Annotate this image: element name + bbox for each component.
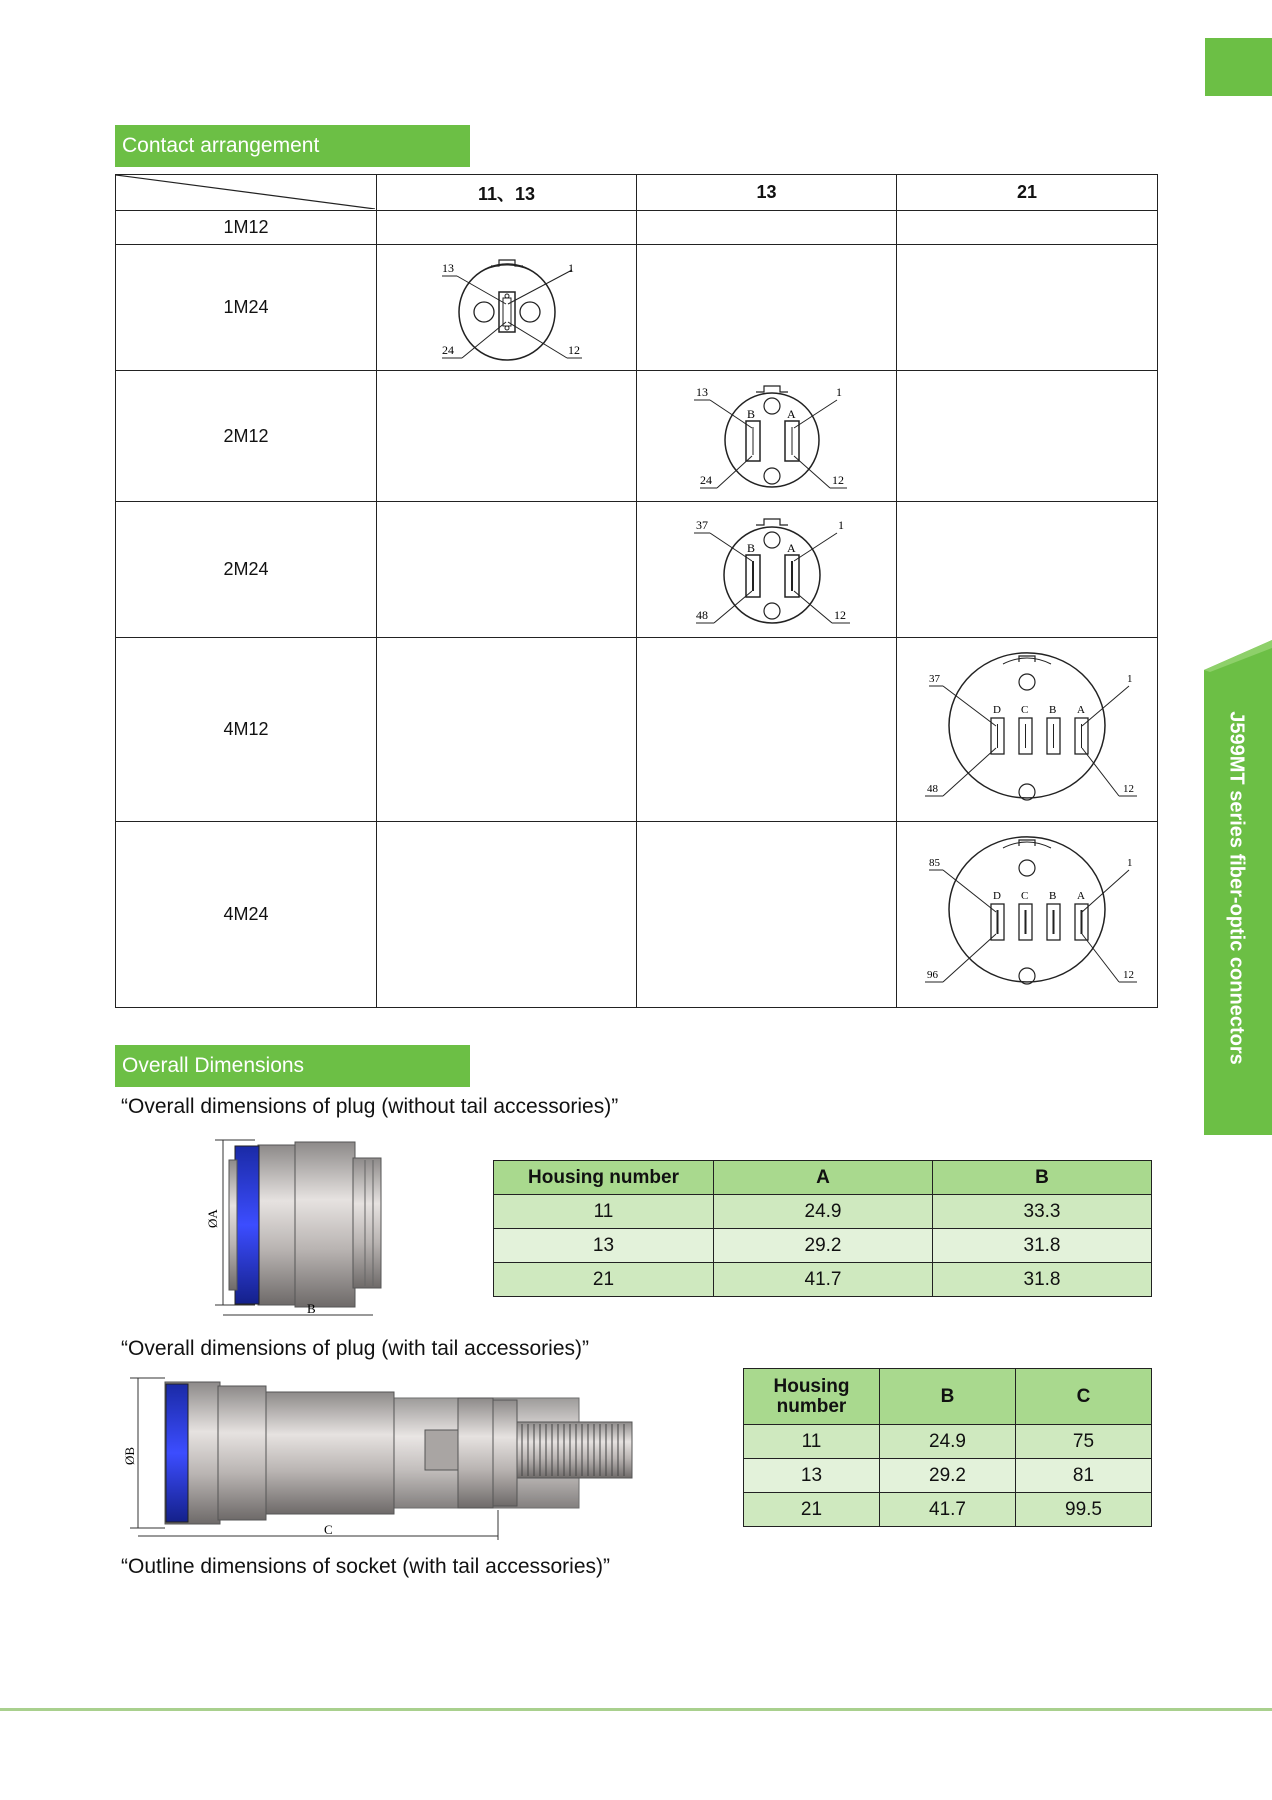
table-row <box>116 502 1158 638</box>
row-label: 2M24 <box>116 502 377 638</box>
dimension-label: C <box>324 1522 333 1537</box>
pin-label: 48 <box>927 782 938 795</box>
plug-with-tail-drawing <box>120 1370 640 1545</box>
ferrule-label: D <box>993 889 1001 902</box>
dimension-label: B <box>307 1301 316 1316</box>
plug-with-tail-table <box>743 1368 1152 1527</box>
table-row <box>116 638 1158 822</box>
column-header: C <box>1016 1369 1152 1425</box>
pin-label: 13 <box>441 260 454 275</box>
pin-label: 48 <box>695 607 708 622</box>
pin-label: 12 <box>1123 968 1134 981</box>
contact-diagram-2m24 <box>637 502 897 638</box>
ferrule-label: A <box>1077 889 1085 902</box>
cell: 21 <box>494 1263 714 1297</box>
cell: 24.9 <box>714 1195 933 1229</box>
table-row <box>744 1459 1152 1493</box>
page-corner-tab <box>1205 38 1272 96</box>
cell: 75 <box>1016 1425 1152 1459</box>
ferrule-label: A <box>786 407 796 421</box>
contact-arrangement-header: Contact arrangement <box>115 125 470 167</box>
column-header: 13 <box>637 175 897 211</box>
side-tab-label: J599MT series fiber-optic connectors <box>1225 711 1248 1065</box>
column-header: 11、13 <box>377 175 637 211</box>
pin-label: 1 <box>567 260 574 275</box>
ferrule-label: A <box>786 540 796 555</box>
plug-no-tail-caption: “Overall dimensions of plug (without tail accessories)” <box>121 1095 619 1118</box>
cell: 99.5 <box>1016 1493 1152 1527</box>
plug-no-tail-table <box>493 1160 1152 1297</box>
ferrule-label: C <box>1021 889 1029 902</box>
socket-with-tail-caption: “Outline dimensions of socket (with tail accessories)” <box>121 1555 611 1578</box>
contact-diagram-1m24 <box>377 245 637 371</box>
pin-label: 37 <box>929 672 940 685</box>
ferrule-label: B <box>1049 889 1057 902</box>
cell: 33.3 <box>933 1195 1152 1229</box>
pin-label: 85 <box>929 856 940 869</box>
column-header: A <box>714 1161 933 1195</box>
pin-label: 1 <box>835 385 842 399</box>
column-header: 21 <box>897 175 1158 211</box>
pin-label: 24 <box>441 342 454 357</box>
cell: 13 <box>494 1229 714 1263</box>
column-header: B <box>933 1161 1152 1195</box>
ferrule-label: B <box>1049 703 1057 716</box>
pin-label: 96 <box>927 968 938 981</box>
table-row <box>494 1263 1152 1297</box>
cell: 13 <box>744 1459 880 1493</box>
table-row <box>494 1229 1152 1263</box>
pin-label: 12 <box>567 342 580 357</box>
ferrule-label: B <box>746 540 755 555</box>
pin-label: 1 <box>837 517 844 532</box>
pin-label: 24 <box>699 473 712 487</box>
pin-label: 1 <box>1127 856 1133 869</box>
table-row <box>744 1493 1152 1527</box>
column-header: B <box>880 1369 1016 1425</box>
dimension-label: ØB <box>122 1446 137 1465</box>
ferrule-label: D <box>993 703 1001 716</box>
ferrule-label: A <box>1077 703 1085 716</box>
dimension-label: ØA <box>205 1209 220 1228</box>
diagonal-corner-cell <box>116 175 377 211</box>
row-label: 4M12 <box>116 638 377 822</box>
cell: 21 <box>744 1493 880 1527</box>
pin-label: 13 <box>695 385 708 399</box>
table-row <box>116 245 1158 371</box>
contact-diagram-4m24 <box>897 822 1158 1008</box>
row-label: 4M24 <box>116 822 377 1008</box>
column-header: Housing number <box>494 1161 714 1195</box>
plug-no-tail-drawing <box>195 1130 395 1320</box>
pin-label: 12 <box>831 473 844 487</box>
cell: 29.2 <box>880 1459 1016 1493</box>
row-label: 2M12 <box>116 371 377 502</box>
cell: 41.7 <box>880 1493 1016 1527</box>
column-header: Housing number <box>744 1369 880 1425</box>
table-row <box>744 1425 1152 1459</box>
ferrule-label: C <box>1021 703 1029 716</box>
cell: 31.8 <box>933 1263 1152 1297</box>
cell: 41.7 <box>714 1263 933 1297</box>
contact-arrangement-table <box>115 174 1158 1008</box>
table-row <box>116 822 1158 1008</box>
cell: 81 <box>1016 1459 1152 1493</box>
footer-rule <box>0 1708 1272 1711</box>
pin-label: 12 <box>1123 782 1134 795</box>
cell: 24.9 <box>880 1425 1016 1459</box>
overall-dimensions-header: Overall Dimensions <box>115 1045 470 1087</box>
cell: 31.8 <box>933 1229 1152 1263</box>
plug-with-tail-caption: “Overall dimensions of plug (with tail accessories)” <box>121 1337 589 1360</box>
cell: 11 <box>494 1195 714 1229</box>
table-row <box>116 211 1158 245</box>
cell: 11 <box>744 1425 880 1459</box>
pin-label: 37 <box>695 517 708 532</box>
table-row <box>116 371 1158 502</box>
row-label: 1M24 <box>116 245 377 371</box>
table-header-row <box>116 175 1158 211</box>
contact-diagram-2m12 <box>637 371 897 502</box>
row-label: 1M12 <box>116 211 377 245</box>
cell: 29.2 <box>714 1229 933 1263</box>
contact-diagram-4m12 <box>897 638 1158 822</box>
pin-label: 12 <box>833 607 846 622</box>
table-row <box>494 1195 1152 1229</box>
pin-label: 1 <box>1127 672 1133 685</box>
ferrule-label: B <box>746 407 755 421</box>
